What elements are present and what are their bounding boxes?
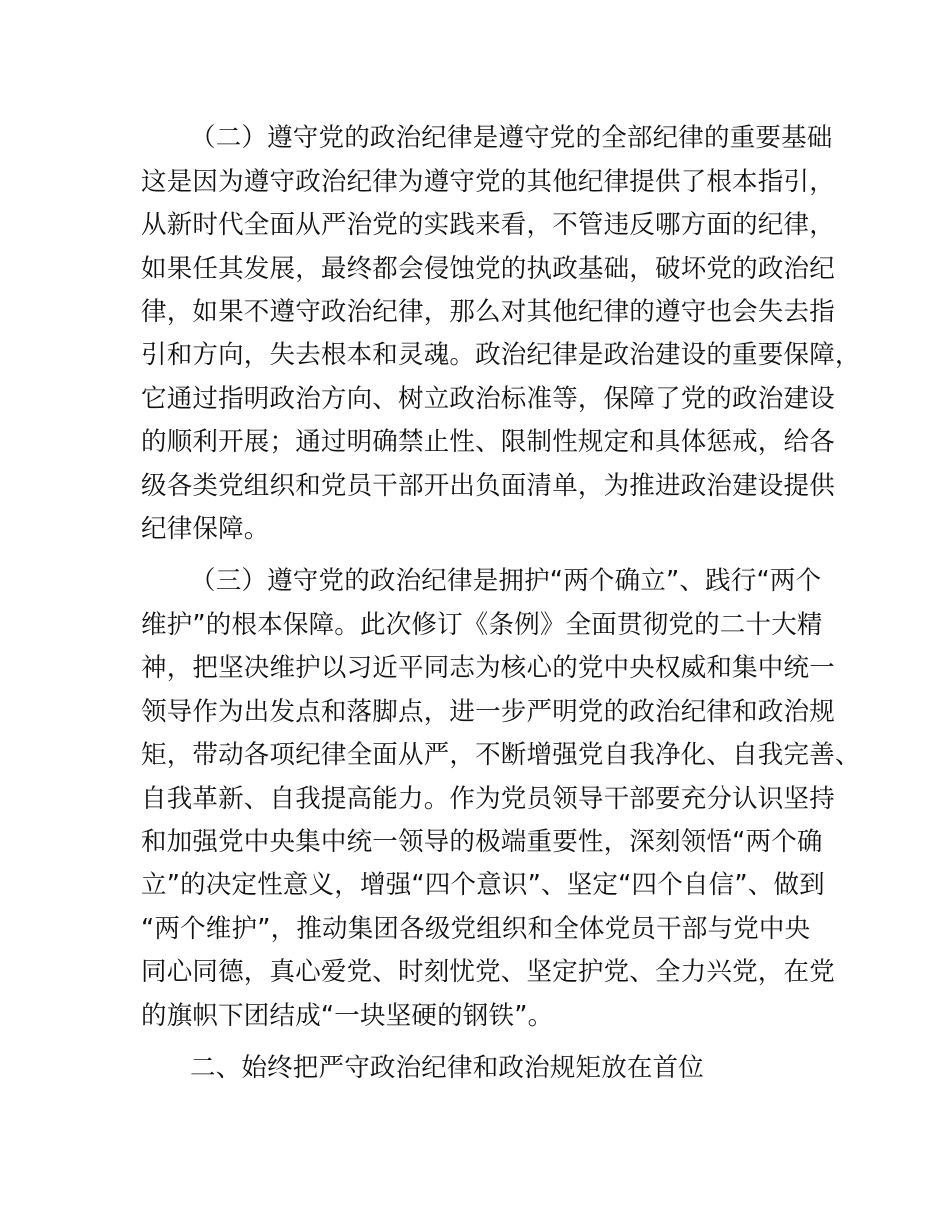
section-heading: 二、始终把严守政治纪律和政治规矩放在首位 (190, 1053, 705, 1083)
paragraph-line: 引和方向，失去根本和灵魂。政治纪律是政治建设的重要保障， (141, 340, 861, 370)
paragraph-line: 的顺利开展；通过明确禁止性、限制性规定和具体惩戒，给各 (141, 427, 835, 457)
paragraph-line: 维护”的根本保障。此次修订《条例》全面贯彻党的二十大精 (141, 610, 823, 640)
paragraph-line: “两个维护”，推动集团各级党组织和全体党员干部与党中央 (141, 914, 811, 944)
paragraph-line: 立”的决定性意义，增强“四个意识”、坚定“四个自信”、做到 (141, 870, 825, 900)
paragraph-line: 纪律保障。 (141, 514, 270, 544)
paragraph-line: 的旗帜下团结成“一块坚硬的钢铁”。 (141, 1001, 554, 1031)
paragraph-line: 和加强党中央集中统一领导的极端重要性，深刻领悟“两个确 (141, 827, 823, 857)
paragraph-line: 领导作为出发点和落脚点，进一步严明党的政治纪律和政治规 (141, 697, 835, 727)
paragraph-line: （二）遵守党的政治纪律是遵守党的全部纪律的重要基础 (190, 123, 833, 153)
paragraph-line: 级各类党组织和党员干部开出负面清单，为推进政治建设提供 (141, 471, 835, 501)
paragraph-line: 同心同德，真心爱党、时刻忧党、坚定护党、全力兴党，在党 (141, 957, 835, 987)
paragraph-line: 神，把坚决维护以习近平同志为核心的党中央权威和集中统一 (141, 653, 835, 683)
paragraph-line: （三）遵守党的政治纪律是拥护“两个确立”、践行“两个 (190, 566, 822, 596)
paragraph-line: 矩，带动各项纪律全面从严，不断增强党自我净化、自我完善、 (141, 740, 861, 770)
paragraph-line: 律，如果不遵守政治纪律，那么对其他纪律的遵守也会失去指 (141, 297, 835, 327)
paragraph-line: 自我革新、自我提高能力。作为党员领导干部要充分认识坚持 (141, 784, 835, 814)
paragraph-line: 如果任其发展，最终都会侵蚀党的执政基础，破坏党的政治纪 (141, 254, 835, 284)
paragraph-line: 它通过指明政治方向、树立政治标准等，保障了党的政治建设 (141, 384, 835, 414)
paragraph-line: 这是因为遵守政治纪律为遵守党的其他纪律提供了根本指引， (141, 167, 835, 197)
paragraph-line: 从新时代全面从严治党的实践来看，不管违反哪方面的纪律， (141, 210, 835, 240)
